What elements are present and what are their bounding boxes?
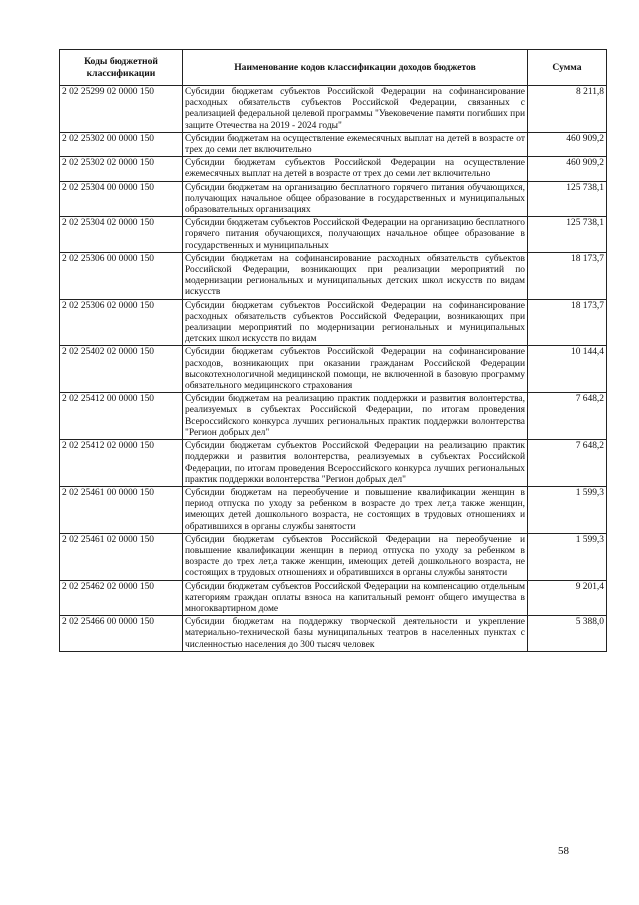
cell-name: Субсидии бюджетам на осуществление ежемесячных выплат на детей в возрасте от трех до семи лет включительно xyxy=(183,132,528,156)
cell-name: Субсидии бюджетам на реализацию практик поддержки и развития волонтерства, реализуемых в субъектах Российской Федерации, по итогам проведения Всероссийского конкурса лучших региональных практик поддержки волонтерства "Регион добрых дел" xyxy=(183,393,528,440)
cell-name: Субсидии бюджетам субъектов Российской Федерации на софинансирование расходов, возникающих при оказании гражданам Российской Федерации высокотехнологичной медицинской помощи, не включенной в базовую программу обязательного медицинского страхования xyxy=(183,346,528,393)
cell-code: 2 02 25304 02 0000 150 xyxy=(60,217,183,253)
table-row xyxy=(60,616,607,652)
cell-name: Субсидии бюджетам на переобучение и повышение квалификации женщин в период отпуска по уходу за ребенком в возрасте до трех лет,а также женщин, имеющих детей дошкольного возраста, не состоящих в трудовых отношениях и обратившихся в органы службы занятости xyxy=(183,486,528,533)
table-row xyxy=(60,486,607,533)
cell-name: Субсидии бюджетам на поддержку творческой деятельности и укрепление материально-технической базы муниципальных театров в населенных пунктах с численностью населения до 300 тысяч человек xyxy=(183,616,528,652)
cell-sum: 125 738,1 xyxy=(528,217,607,253)
header-name: Наименование кодов классификации доходов бюджетов xyxy=(183,50,528,86)
cell-sum: 125 738,1 xyxy=(528,181,607,217)
cell-sum: 460 909,2 xyxy=(528,157,607,181)
cell-name: Субсидии бюджетам субъектов Российской Федерации на софинансирование расходных обязательств субъектов Российской Федерации, возникающих при реализации мероприятий по модернизации региональных и муниципальных детских школ искусств по видам xyxy=(183,299,528,346)
cell-name: Субсидии бюджетам субъектов Российской Федерации на реализацию практик поддержки и развития волонтерства, реализуемых в субъектах Российской Федерации, по итогам проведения Всероссийского конкурса лучших региональных практик поддержки волонтерства "Регион добрых дел" xyxy=(183,440,528,487)
cell-code: 2 02 25306 00 0000 150 xyxy=(60,252,183,299)
cell-name: Субсидии бюджетам субъектов Российской Федерации на организацию бесплатного горячего питания обучающихся, получающих начальное общее образование в государственных и муниципальных xyxy=(183,217,528,253)
cell-name: Субсидии бюджетам субъектов Российской Федерации на осуществление ежемесячных выплат на детей в возрасте от трех до семи лет включительно xyxy=(183,157,528,181)
table-body xyxy=(60,86,607,652)
cell-name: Субсидии бюджетам субъектов Российской Федерации на компенсацию отдельным категориям граждан оплаты взноса на капитальный ремонт общего имущества в многоквартирном доме xyxy=(183,580,528,616)
table-row xyxy=(60,346,607,393)
cell-sum: 7 648,2 xyxy=(528,393,607,440)
table-row xyxy=(60,181,607,217)
cell-sum: 10 144,4 xyxy=(528,346,607,393)
cell-name: Субсидии бюджетам субъектов Российской Федерации на переобучение и повышение квалификации женщин в период отпуска по уходу за ребенком в возрасте до трех лет,а также женщин, имеющих детей дошкольного возраста, не состоящих в трудовых отношениях и обратившихся в органы службы занятости xyxy=(183,533,528,580)
cell-sum: 9 201,4 xyxy=(528,580,607,616)
cell-sum: 18 173,7 xyxy=(528,252,607,299)
cell-code: 2 02 25402 02 0000 150 xyxy=(60,346,183,393)
cell-sum: 7 648,2 xyxy=(528,440,607,487)
cell-name: Субсидии бюджетам на софинансирование расходных обязательств субъектов Российской Федерации, возникающих при реализации мероприятий по модернизации региональных и муниципальных детских школ искусств по видам искусств xyxy=(183,252,528,299)
header-code: Коды бюджетной классификации xyxy=(60,50,183,86)
cell-code: 2 02 25461 02 0000 150 xyxy=(60,533,183,580)
table-row xyxy=(60,580,607,616)
table-row xyxy=(60,393,607,440)
cell-code: 2 02 25306 02 0000 150 xyxy=(60,299,183,346)
cell-code: 2 02 25299 02 0000 150 xyxy=(60,86,183,133)
table-row xyxy=(60,86,607,133)
table-row xyxy=(60,157,607,181)
cell-sum: 1 599,3 xyxy=(528,533,607,580)
table-row xyxy=(60,299,607,346)
cell-code: 2 02 25466 00 0000 150 xyxy=(60,616,183,652)
cell-code: 2 02 25462 02 0000 150 xyxy=(60,580,183,616)
table-row xyxy=(60,533,607,580)
cell-name: Субсидии бюджетам на организацию бесплатного горячего питания обучающихся, получающих начальное общее образование в государственных и муниципальных образовательных организациях xyxy=(183,181,528,217)
table-row xyxy=(60,440,607,487)
cell-code: 2 02 25461 00 0000 150 xyxy=(60,486,183,533)
table-row xyxy=(60,217,607,253)
budget-revenue-table xyxy=(59,49,607,652)
cell-sum: 8 211,8 xyxy=(528,86,607,133)
cell-name: Субсидии бюджетам субъектов Российской Федерации на софинансирование расходных обязательств субъектов Российской Федерации, связанных с реализацией федеральной целевой программы "Увековечение памяти погибших при защите Отечества на 2019 - 2024 годы" xyxy=(183,86,528,133)
cell-code: 2 02 25412 00 0000 150 xyxy=(60,393,183,440)
cell-sum: 5 388,0 xyxy=(528,616,607,652)
page-number: 58 xyxy=(558,845,569,857)
cell-sum: 18 173,7 xyxy=(528,299,607,346)
cell-sum: 460 909,2 xyxy=(528,132,607,156)
header-sum: Сумма xyxy=(528,50,607,86)
table-row xyxy=(60,132,607,156)
cell-code: 2 02 25302 02 0000 150 xyxy=(60,157,183,181)
table-header-row xyxy=(60,50,607,86)
cell-code: 2 02 25304 00 0000 150 xyxy=(60,181,183,217)
cell-code: 2 02 25412 02 0000 150 xyxy=(60,440,183,487)
cell-code: 2 02 25302 00 0000 150 xyxy=(60,132,183,156)
table-row xyxy=(60,252,607,299)
cell-sum: 1 599,3 xyxy=(528,486,607,533)
